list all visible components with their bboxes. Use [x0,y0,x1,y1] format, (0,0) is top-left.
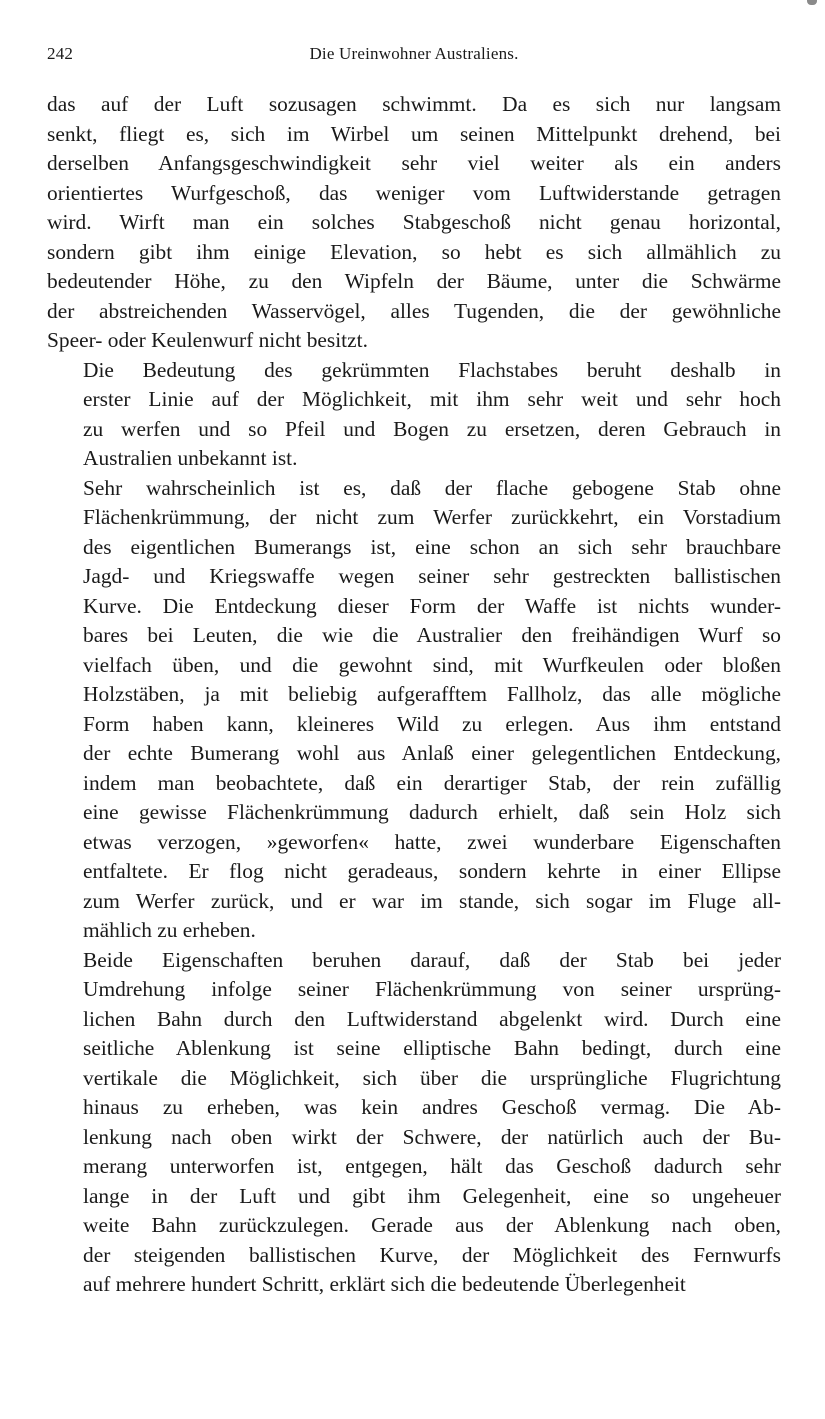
text-line: das auf der Luft sozusagen schwimmt. Da es sich nur langsam [47,92,781,116]
page-number: 242 [47,44,74,63]
text-line: Form haben kann, kleineres Wild zu erlegen. Aus ihm entstand [83,711,781,736]
text-line: bares bei Leuten, die wie die Australier den freihändigen Wurf so [83,623,781,647]
text-line: merang unterworfen ist, entgegen, hält das Geschoß dadurch sehr [83,1154,781,1178]
text-line: zu werfen und so Pfeil und Bogen zu ersetzen, deren Gebrauch in [83,416,781,441]
text-line: hinaus zu erheben, was kein andres Geschoß vermag. Die Ab- [83,1095,781,1119]
text-line: Jagd- und Kriegswaffe wegen seiner sehr gestreckten ballistischen [83,564,781,588]
text-line: lange in der Luft und gibt ihm Gelegenheit, eine so ungeheuer [83,1183,781,1208]
paragraph [47,474,781,946]
text-line: Kurve. Die Entdeckung dieser Form der Waffe ist nichts wunder- [83,593,781,618]
text-line: auf mehrere hundert Schritt, erklärt sich die bedeutende Überlegenheit [83,1272,686,1296]
text-line: senkt, fliegt es, sich im Wirbel um seinen Mittelpunkt drehend, bei [47,121,781,146]
text-line: Speer- oder Keulenwurf nicht besitzt. [47,328,368,352]
paragraph [47,90,781,356]
text-line: vertikale die Möglichkeit, sich über die ursprüngliche Flugrichtung [83,1065,781,1090]
text-line: der steigenden ballistischen Kurve, der Möglichkeit des Fernwurfs [83,1242,781,1267]
text-line: lenkung nach oben wirkt der Schwere, der natürlich auch der Bu- [83,1124,781,1149]
text-line: wird. Wirft man ein solches Stabgeschoß nicht genau horizontal, [47,210,781,234]
paragraph [47,356,781,474]
running-head [47,44,781,72]
text-line: Holzstäben, ja mit beliebig aufgerafftem Fallholz, das alle mögliche [83,682,781,706]
scan-corner-mark [807,0,817,5]
text-line: erster Linie auf der Möglichkeit, mit ihm sehr weit und sehr hoch [83,387,781,411]
text-line: seitliche Ablenkung ist seine elliptische Bahn bedingt, durch eine [83,1036,781,1060]
text-line: bedeutender Höhe, zu den Wipfeln der Bäume, unter die Schwärme [47,269,781,293]
text-line: der echte Bumerang wohl aus Anlaß einer gelegentlichen Entdeckung, [83,741,781,765]
text-line: eine gewisse Flächenkrümmung dadurch erhielt, daß sein Holz sich [83,800,781,824]
text-line: Die Bedeutung des gekrümmten Flachstabes beruht deshalb in [83,357,781,382]
text-line: Sehr wahrscheinlich ist es, daß der flache gebogene Stab ohne [83,475,781,500]
text-line: lichen Bahn durch den Luftwiderstand abgelenkt wird. Durch eine [83,1006,781,1031]
running-title: Die Ureinwohner Australiens. [309,44,519,63]
text-line: etwas verzogen, »geworfen« hatte, zwei wunderbare Eigenschaften [83,829,781,854]
text-line: Australien unbekannt ist. [83,446,298,470]
text-line: Flächenkrümmung, der nicht zum Werfer zurückkehrt, ein Vorstadium [83,505,781,529]
text-line: vielfach üben, und die gewohnt sind, mit Wurfkeulen oder bloßen [83,652,781,677]
text-line: weite Bahn zurückzulegen. Gerade aus der Ablenkung nach oben, [83,1213,781,1237]
text-line: orientiertes Wurfgeschoß, das weniger vom Luftwiderstande getragen [47,180,781,205]
text-line: zum Werfer zurück, und er war im stande, sich sogar im Fluge all- [83,888,781,913]
text-line: mählich zu erheben. [83,918,256,942]
text-line: Umdrehung infolge seiner Flächenkrümmung von seiner ursprüng- [83,977,781,1001]
text-line: entfaltete. Er flog nicht geradeaus, sondern kehrte in einer Ellipse [83,859,781,883]
text-line: der abstreichenden Wasservögel, alles Tugenden, die der gewöhnliche [47,298,781,323]
body-text [47,90,781,1300]
text-line: derselben Anfangsgeschwindigkeit sehr viel weiter als ein anders [47,151,781,175]
text-line: sondern gibt ihm einige Elevation, so hebt es sich allmählich zu [47,239,781,264]
paragraph [47,946,781,1300]
text-line: Beide Eigenschaften beruhen darauf, daß der Stab bei jeder [83,947,781,972]
text-line: des eigentlichen Bumerangs ist, eine schon an sich sehr brauchbare [83,534,781,559]
text-line: indem man beobachtete, daß ein derartiger Stab, der rein zufällig [83,770,781,795]
